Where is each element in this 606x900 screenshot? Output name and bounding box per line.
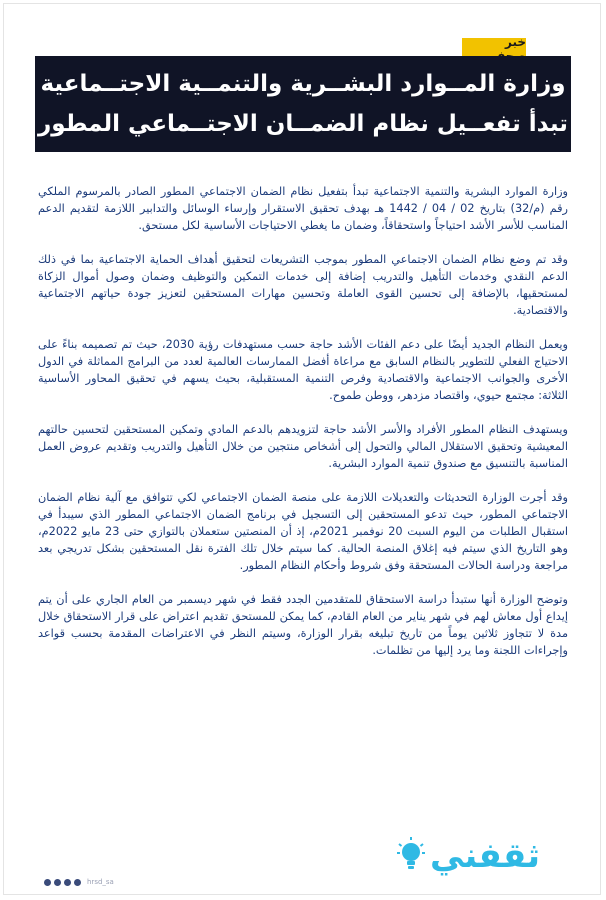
paragraph-2: وقد تم وضع نظام الضمان الاجتماعي المطور بموجب التشريعات لتحقيق أهداف الحماية الاجتماعية بما في ذلك الدعم النقدي وخدمات التأهيل والتدريب إضافة إلى خدمات التمكين والتوظيف وضمان وصول أموال الزكاة لمستحقيها، بالإضافة إلى تحسين القوى العاملة وتحسين مهارات المستحقين لتعزيز جودة حياتهم الاجتماعية والاقتصادية. [38,253,568,317]
youtube-icon[interactable] [64,879,71,886]
site-logo [396,836,540,876]
article-body [38,183,568,676]
press-release-tag: خبر [462,38,526,60]
headline-line-1: وزارة المــوارد البشــرية والتنمــية الاجتــماعية [40,71,566,97]
headline-banner [35,56,571,152]
instagram-icon[interactable] [54,879,61,886]
social-handle: hrsd_sa [87,878,114,886]
paragraph-4: ويستهدف النظام المطور الأفراد والأسر الأشد حاجة لتزويدهم بالدعم المادي وتمكين المستحقين لتحسين حالتهم المعيشية وتحقيق الاستقلال المالي والتحول إلى أشخاص منتجين من خلال التأهيل والتدريب وتقديم عروض العمل المناسبة بالتنسيق مع صندوق تنمية الموارد البشرية. [38,423,568,470]
lightbulb-icon [396,836,426,876]
twitter-icon[interactable] [44,879,51,886]
paragraph-1: وزارة الموارد البشرية والتنمية الاجتماعية تبدأ بتفعيل نظام الضمان الاجتماعي المطور الصادر بالمرسوم الملكي رقم (م/32) بتاريخ 02 / 04 / 1442 هـ بهدف تحقيق الاستقرار وإرساء الوسائل والتدابير اللازمة لتقديم الدعم المناسب للأسر الأشد احتياجاً واستحقاقاً، وضمان ما يغطي الاحتياجات الأساسية لكل مستحق. [38,185,568,232]
social-links [44,878,114,886]
paragraph-5: وقد أجرت الوزارة التحديثات والتعديلات اللازمة على منصة الضمان الاجتماعي لكي تتوافق مع آلية نظام الضمان الاجتماعي المطور، حيث تدعو المستحقين إلى التسجيل في برنامج الضمان الاجتماعي المطور الذي سيبدأ في استقبال الطلبات من اليوم السبت 20 نوفمبر 2021م، إذ أن المنصتين ستعملان بالتوازي حتى 23 مايو 2022م، وهو التاريخ الذي سيتم فيه إغلاق المنصة الحالية. كما سيتم خلال تلك الفترة نقل المستحقين بشكل تدريجي بعد مراجعة ودراسة الحالات المستحقة وفق شروط وأحكام النظام المطور. [38,491,568,572]
headline-line-2: تبدأ تفعــيل نظام الضمــان الاجتــماعي المطور [38,111,568,137]
paragraph-3: ويعمل النظام الجديد أيضًا على دعم الفئات الأشد حاجة حسب مستهدفات رؤية 2030، حيث تم تصميمه بناءً على الاحتياج الفعلي للتطوير بالنظام السابق مع مراعاة أفضل الممارسات العالمية لعدد من البرامج المماثلة في الدول الأخرى والجوانب الاجتماعية والاقتصادية وفرص التنمية المستقبلية، بحيث يسهم في تحقيق المحاور الأساسية الثلاثة: مجتمع حيوي، واقتصاد مزدهر، ووطن طموح. [38,338,568,402]
paragraph-6: وتوضح الوزارة أنها ستبدأ دراسة الاستحقاق للمتقدمين الجدد فقط في شهر ديسمبر من العام الجاري على أن يتم إيداع أول معاش لهم في شهر يناير من العام القادم، كما يمكن للمستحق تقديم اعتراض على قرار الاستحقاق خلال مدة لا تتجاوز ثلاثين يوماً من تاريخ تبليغه بقرار الوزارة، وسيتم النظر في الاعتراضات المقدمة بحسب قواعد وإجراءات اللجنة وما يرد إليها من تظلمات. [38,593,568,657]
snapchat-icon[interactable] [74,879,81,886]
site-logo-text: ثقفني [430,836,540,876]
